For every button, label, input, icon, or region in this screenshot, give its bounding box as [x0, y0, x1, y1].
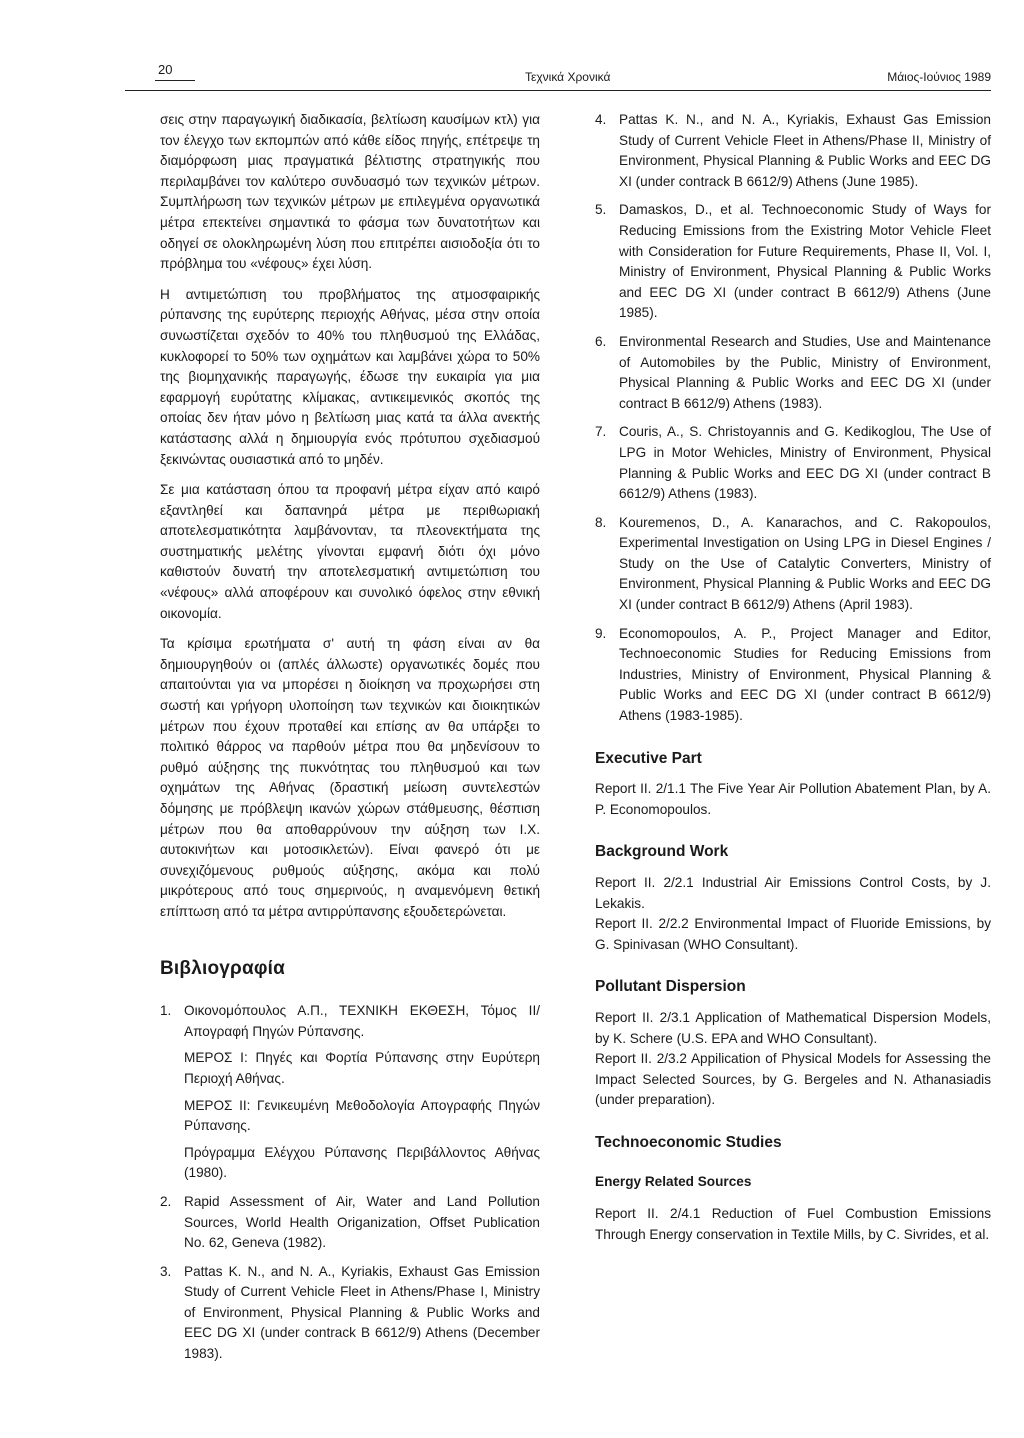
body-paragraph: σεις στην παραγωγική διαδικασία, βελτίωση καυσίμων κτλ) για τον έλεγχο των εκπομπών από κάθε είδος πηγής, επέτρεψε τη διαμόρφωση μιας πραγματικά βέλτιστης στρατηγικής που περιλαμβάνει τον καλύτερο συνδυασμό των τεχνικών μέτρων. Συμπλήρωση των τεχνικών μέτρων με επιλεγμένα οργανωτικά μέτρα επεκτείνει σημαντικά το φάσμα των δυνατοτήτων και οδηγεί σε ολοκληρωμένη λύση που επιτρέπει αισιοδοξία ότι το πρόβλημα του «νέφους» έχει λύση. — [160, 112, 540, 272]
page-header — [125, 60, 991, 91]
reference-number: 3. — [160, 1263, 172, 1279]
body-paragraph: Σε μια κατάσταση όπου τα προφανή μέτρα είχαν από καιρό εξαντληθεί και δαπανηρά μέτρα με περιθωριακή αποτελεσματικότητα λαμβάνονταν, τα πλεονεκτήματα της συστηματικής μελέτης γίνονται εμφανή διότι όχι μόνο καθιστούν δυνατή την αποτελεσματική αντιμετώπιση του «νέφους» αλλά αποφέρουν και συνολικό όφελος στην εθνική οικονομία. — [160, 482, 540, 621]
reference-number: 9. — [595, 625, 607, 641]
report-entry: Report II. 2/3.1 Application of Mathematical Dispersion Models, by K. Schere (U.S. EPA and WHO Consultant). — [595, 1009, 991, 1046]
body-paragraph: Η αντιμετώπιση του προβλήματος της ατμοσφαιρικής ρύπανσης της ευρύτερης περιοχής Αθήνας, μέσα στην οποία συνωστίζεται σχεδόν το 40% του πληθυσμού της Ελλάδας, κυκλοφορεί το 50% των οχημάτων και λαμβάνει χώρα το 50% της βιομηχανικής παραγωγής, έδωσε την ευκαιρία για μια εφαρμογή ευρύτατης κλίμακας, αντικειμενικός σκοπός της οποίας δεν ήταν μόνο η βελτίωση μιας κατά τα άλλα ανεκτής κατάστασης αλλά η δημιουργία ενός πρότυπου σχεδιασμού ξεκινώντας ουσιαστικά από το μηδέν. — [160, 286, 540, 467]
section-heading-technoeconomic-studies: Technoeconomic Studies — [595, 1133, 782, 1151]
reference-item — [595, 513, 991, 616]
reference-text: Economopoulos, A. P., Project Manager and Editor, Technoeconomic Studies for Reducing Emissions from Industries, Ministry of Environment, Physical Planning & Public Works and EEC DG XI (under contract B 6612/9) Athens (1983-1985). — [619, 625, 991, 724]
page-number-underline — [155, 80, 195, 81]
reference-item — [160, 1192, 540, 1254]
body-paragraph: Τα κρίσιμα ερωτήματα σ' αυτή τη φάση είναι αν θα δημιουργηθούν οι (απλές άλλωστε) οργανωτικές δομές που απαιτούνται για να μπορέσει η διοίκηση να προχωρήσει στη σωστή και γρήγορη υλοποίηση των τεχνικών και διοικητικών μέτρων που έχουν προταθεί και επίσης αν θα υπάρξει το πολιτικό θάρρος να παρθούν μέτρα που θα μηδενίσουν το ρυθμό αύξησης της πυκνότητας του πληθυσμού και των οχημάτων της Αθήνας (δραστική μείωση συντελεστών δόμησης με πρόβλεψη ικανών χώρων στάθμευσης, θέσπιση μέτρων που θα αποθαρρύνουν την αύξηση των Ι.Χ. αυτοκινήτων και μοτοσικλετών). Είναι φανερό ότι με συνεχιζόμενους ρυθμούς αύξησης, ακόμα και πολύ μικρότερους από τους σημερινούς, η αναμενόμενη θετική επίπτωση από τα μέτρα αντιρρύπανσης εξουδετερώνεται. — [160, 636, 540, 919]
reference-text: Pattas K. N., and N. A., Kyriakis, Exhaust Gas Emission Study of Current Vehicle Fleet in Athens/Phase I, Ministry of Environment, Physical Planning & Public Works and EEC DG XI (under contrack B 6612/9) Athens (December 1983). — [184, 1263, 540, 1362]
reference-item — [595, 200, 991, 324]
report-entry: Report II. 2/2.2 Environmental Impact of Fluoride Emissions, by G. Spinivasan (WHO Consultant). — [595, 916, 991, 952]
subsection-heading-energy-related-sources: Energy Related Sources — [595, 1173, 752, 1189]
reference-number: 1. — [160, 1003, 172, 1019]
reference-item — [595, 422, 991, 504]
reference-number: 6. — [595, 333, 607, 349]
section-heading-pollutant-dispersion: Pollutant Dispersion — [595, 978, 746, 996]
reference-text: Couris, A., S. Christoyannis and G. Kedikoglou, The Use of LPG in Motor Wehicles, Ministry of Environment, Physical Planning & Public Works and EEC DG XI (under contract B 6612/9) Athens (1983). — [619, 424, 991, 502]
issue-date: Μάιος-Ιούνιος 1989 — [887, 70, 991, 84]
reference-item — [595, 332, 991, 414]
section-heading-executive-part: Executive Part — [595, 749, 702, 767]
reference-number: 7. — [595, 424, 607, 440]
reference-subitem: ΜΕΡΟΣ ΙΙ: Γενικευμένη Μεθοδολογία Απογραφής Πηγών Ρύπανσης. — [184, 1097, 540, 1134]
reference-item — [595, 110, 991, 192]
reference-subitem: Πρόγραμμα Ελέγχου Ρύπανσης Περιβάλλοντος Αθήνας (1980). — [184, 1144, 540, 1181]
report-entry: Report II. 2/3.2 Appilication of Physical Models for Assessing the Impact Selected Sources, by G. Bergeles and N. Athanasiadis (under preparation). — [595, 1051, 991, 1108]
reference-number: 5. — [595, 202, 607, 218]
bibliography-heading: Βιβλιογραφία — [160, 957, 286, 979]
journal-title: Τεχνικά Χρονικά — [525, 70, 611, 84]
reference-item — [595, 624, 991, 727]
reference-text: Οικονομόπουλος Α.Π., ΤΕΧΝΙΚΗ ΕΚΘΕΣΗ, Τόμος ΙΙ/Απογραφή Πηγών Ρύπανσης. — [184, 1003, 540, 1039]
report-entry: Report II. 2/4.1 Reduction of Fuel Combustion Emissions Through Energy conservation in Textile Mills, by C. Sivrides, et al. — [595, 1206, 991, 1242]
left-column — [160, 110, 540, 1373]
reference-number: 2. — [160, 1193, 172, 1209]
report-entry: Report II. 2/1.1 The Five Year Air Pollution Abatement Plan, by A. P. Economopoulos. — [595, 781, 991, 817]
reference-item — [160, 1001, 540, 1184]
reference-text: Environmental Research and Studies, Use and Maintenance of Automobiles by the Public, Ministry of Environment, Physical Planning & Public Works and EEC DG XI (under contract B 6612/9) Athens (1983). — [619, 333, 991, 411]
page-number: 20 — [158, 62, 173, 77]
reference-item — [160, 1262, 540, 1365]
section-heading-background-work: Background Work — [595, 843, 729, 861]
reference-number: 8. — [595, 514, 607, 530]
report-entry: Report II. 2/2.1 Industrial Air Emissions Control Costs, by J. Lekakis. — [595, 875, 991, 911]
reference-text: Kouremenos, D., A. Kanarachos, and C. Rakopoulos, Experimental Investigation on Using LPG in Diesel Engines / Study on the Use of Catalytic Converters, Ministry of Environment, Physical Planning & Public Works and EEC DG XI (under contract B 6612/9) Athens (April 1983). — [619, 514, 991, 613]
reference-subitem: ΜΕΡΟΣ Ι: Πηγές και Φορτία Ρύπανσης στην Ευρύτερη Περιοχή Αθήνας. — [184, 1050, 540, 1086]
right-column — [595, 110, 991, 1245]
reference-text: Damaskos, D., et al. Technoeconomic Study of Ways for Reducing Emissions from the Existring Motor Vehicle Fleet with Consideration for Future Requirements, Phase II, Vol. I, Ministry of Environment, Physical Planning & Public Works and EEC DG XI (under contract B 6612/9) Athens (June 1985). — [619, 202, 991, 321]
reference-number: 4. — [595, 112, 607, 127]
reference-text: Rapid Assessment of Air, Water and Land Pollution Sources, World Health Origanization, Offset Publication No. 62, Geneva (1982). — [184, 1193, 540, 1251]
reference-text: Pattas K. N., and N. A., Kyriakis, Exhaust Gas Emission Study of Current Vehicle Fleet in Athens/Phase II, Ministry of Environment, Physical Planning & Public Works and EEC DG XI (under contrack B 6612/9) Athens (June 1985). — [619, 112, 991, 189]
